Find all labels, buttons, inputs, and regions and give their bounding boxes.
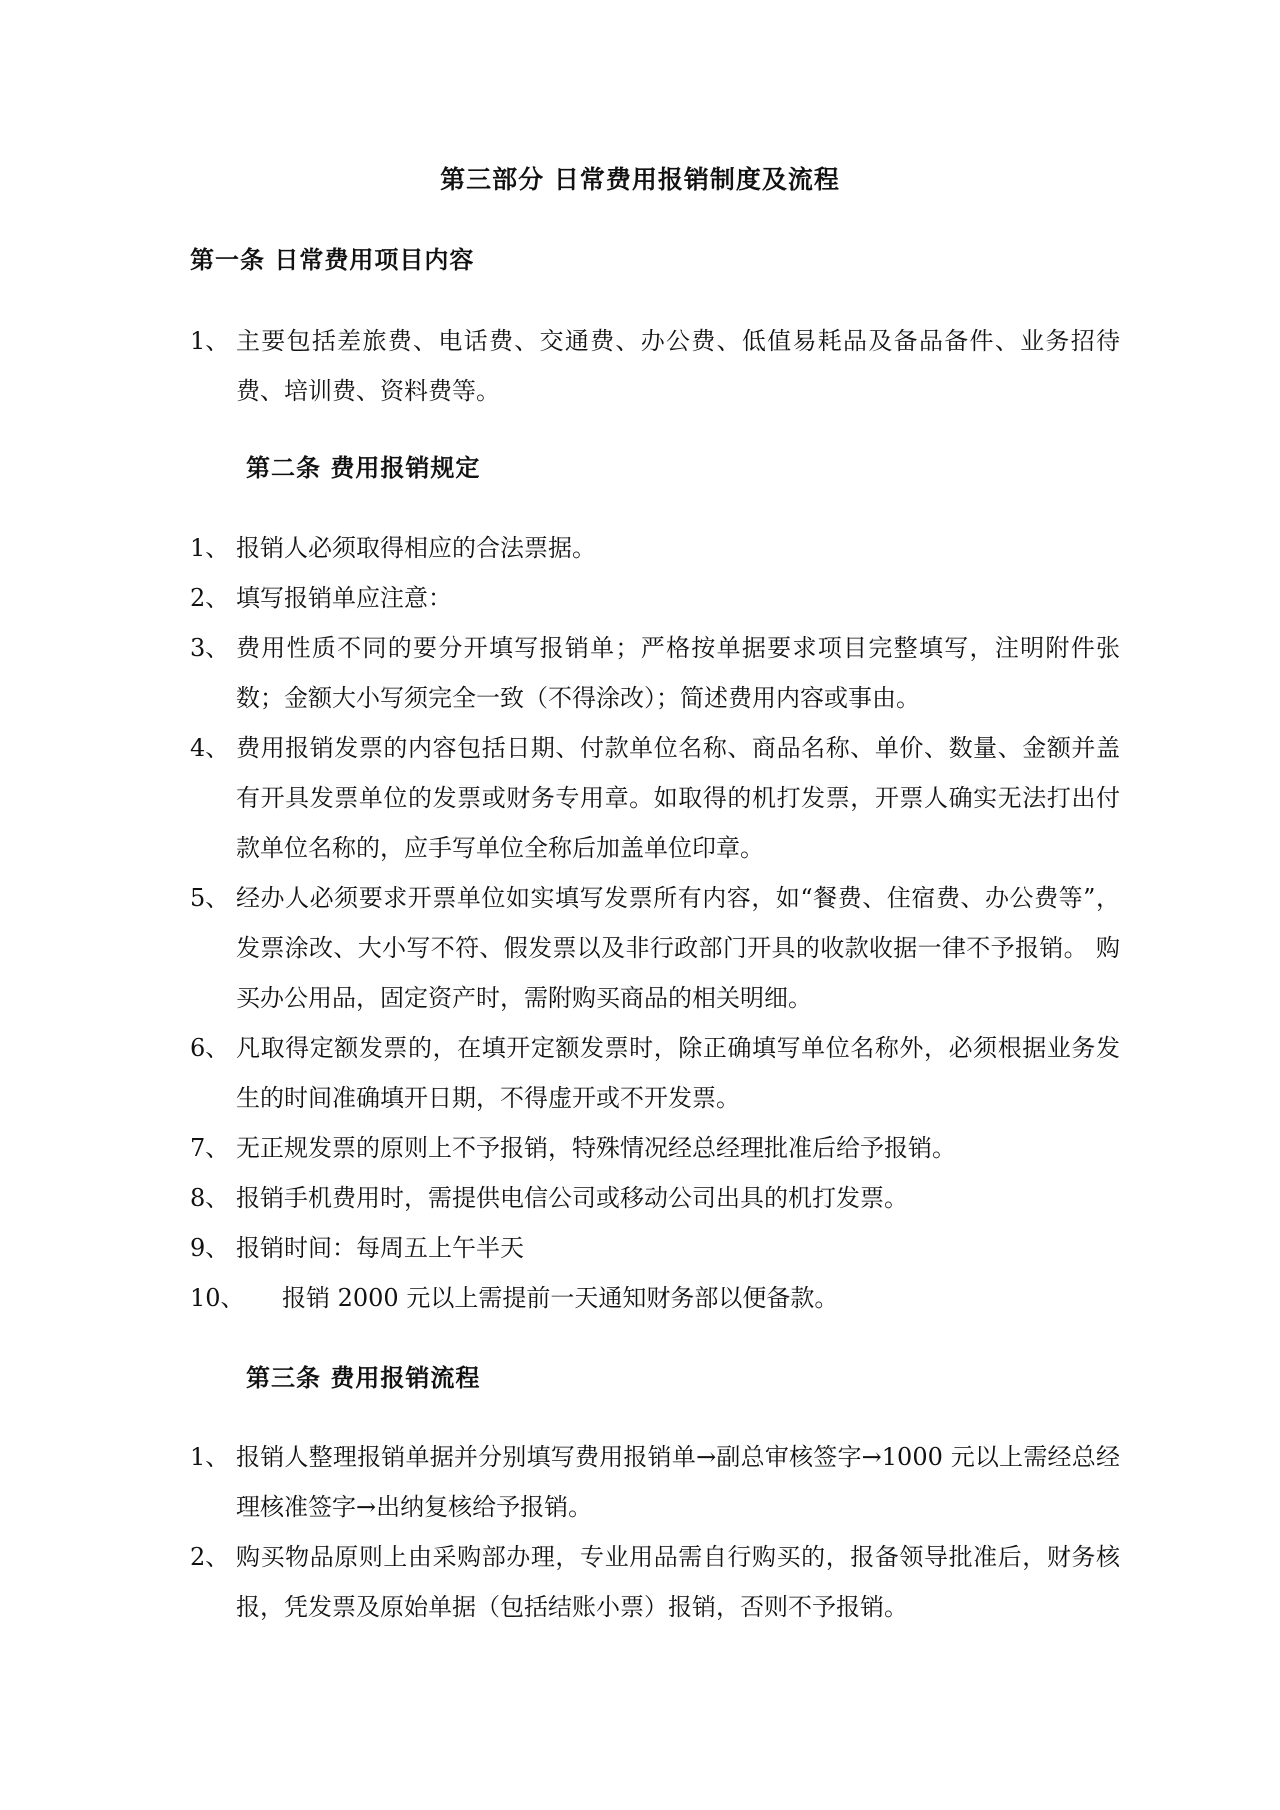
list-item xyxy=(190,1273,1120,1323)
list-item-text: 无正规发票的原则上不予报销，特殊情况经总经理批准后给予报销。 xyxy=(236,1134,956,1162)
list-item-text: 报销人必须取得相应的合法票据。 xyxy=(236,534,596,562)
list-item-text: 费用报销发票的内容包括日期、付款单位名称、商品名称、单价、数量、金额并盖有开具发票单位的发票或财务专用章。如取得的机打发票，开票人确实无法打出付款单位名称的，应手写单位全称后加盖单位印章。 xyxy=(236,734,1120,862)
list-item-text: 报销手机费用时，需提供电信公司或移动公司出具的机打发票。 xyxy=(236,1184,908,1212)
list-item-number: 10、 xyxy=(190,1284,245,1312)
list-item-number: 3、 xyxy=(190,634,230,662)
list-item-number: 1、 xyxy=(190,534,230,562)
list-item-number: 2、 xyxy=(190,1543,230,1571)
list-item-text: 购买物品原则上由采购部办理，专业用品需自行购买的，报备领导批准后，财务核报，凭发票及原始单据（包括结账小票）报销，否则不予报销。 xyxy=(236,1543,1120,1621)
list-item-text: 报销人整理报销单据并分别填写费用报销单→副总审核签字→1000 元以上需经总经理核准签字→出纳复核给予报销。 xyxy=(236,1443,1120,1521)
document-title: 第三部分 日常费用报销制度及流程 xyxy=(440,165,840,194)
section-heading-1: 第一条 日常费用项目内容 xyxy=(190,245,475,274)
list-item xyxy=(190,1123,1120,1173)
list-item-number: 6、 xyxy=(190,1034,230,1062)
list-item-text: 报销 2000 元以上需提前一天通知财务部以便备款。 xyxy=(282,1284,839,1312)
list-item xyxy=(190,316,1120,416)
list-item xyxy=(190,573,1120,623)
list-item xyxy=(190,1223,1120,1273)
list-item xyxy=(190,873,1120,1023)
list-item-number: 4、 xyxy=(190,734,230,762)
list-item-number: 1、 xyxy=(190,327,230,355)
list-item-text: 凡取得定额发票的，在填开定额发票时，除正确填写单位名称外，必须根据业务发生的时间准确填开日期，不得虚开或不开发票。 xyxy=(236,1034,1120,1112)
list-item-text: 报销时间：每周五上午半天 xyxy=(236,1234,524,1262)
list-item-number: 5、 xyxy=(190,884,230,912)
list-item-number: 7、 xyxy=(190,1134,230,1162)
list-item xyxy=(190,623,1120,723)
list-item-number: 2、 xyxy=(190,584,230,612)
list-item xyxy=(190,523,1120,573)
list-item xyxy=(190,1023,1120,1123)
list-item-number: 9、 xyxy=(190,1234,230,1262)
list-item-text: 经办人必须要求开票单位如实填写发票所有内容，如“餐费、住宿费、办公费等”，发票涂改、大小写不符、假发票以及非行政部门开具的收款收据一律不予报销。 购买办公用品，固定资产时，需附购买商品的相关明细。 xyxy=(236,884,1120,1012)
list-item-text: 主要包括差旅费、电话费、交通费、办公费、低值易耗品及备品备件、业务招待费、培训费、资料费等。 xyxy=(236,327,1120,405)
list-item-text: 费用性质不同的要分开填写报销单；严格按单据要求项目完整填写，注明附件张数；金额大小写须完全一致（不得涂改）；简述费用内容或事由。 xyxy=(236,634,1120,712)
list-item-text: 填写报销单应注意： xyxy=(236,584,452,612)
list-item xyxy=(190,1173,1120,1223)
list-item xyxy=(190,723,1120,873)
list-item-number: 1、 xyxy=(190,1443,230,1471)
list-item xyxy=(190,1432,1120,1532)
section-heading-2: 第二条 费用报销规定 xyxy=(246,453,481,482)
section-heading-3: 第三条 费用报销流程 xyxy=(246,1363,481,1392)
list-item-number: 8、 xyxy=(190,1184,230,1212)
list-item xyxy=(190,1532,1120,1632)
